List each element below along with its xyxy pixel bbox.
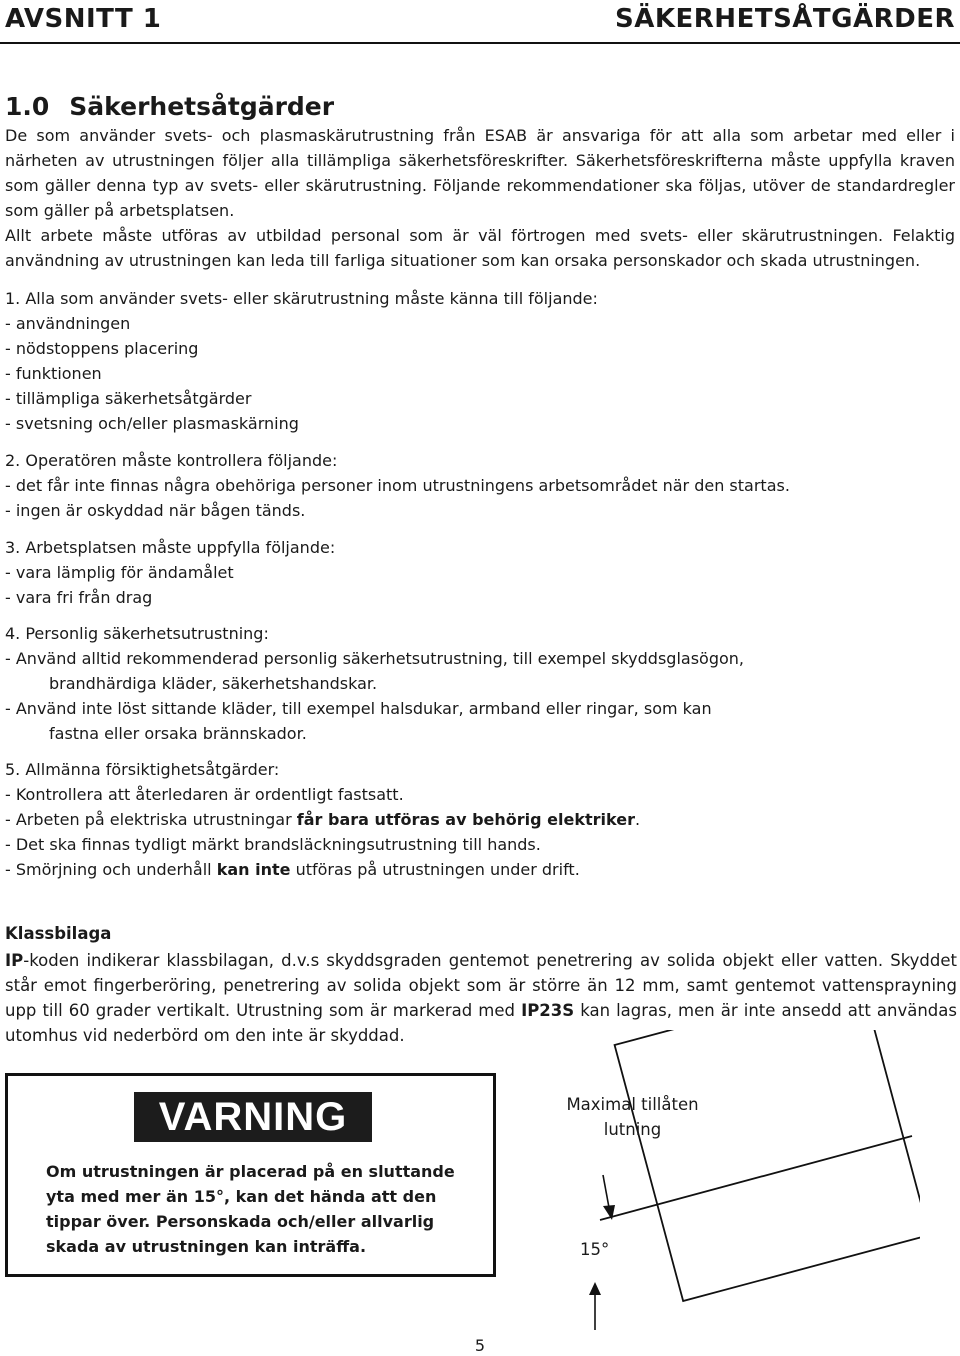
intro-paragraph-2: Allt arbete måste utföras av utbildad personal som är väl förtrogen med svets- eller skärutrustningen. Felaktig användning av utrustningen kan leda till farliga situationer som kan orsaka personskador och skada utrustningen.: [5, 226, 955, 270]
section-1-title: 1. Alla som använder svets- eller skärutrustning måste känna till följande:: [5, 289, 598, 308]
list-item: - funktionen: [5, 364, 102, 383]
section-1: [5, 286, 598, 436]
chapter-heading: [5, 92, 334, 121]
ip23s-code: IP23S: [521, 1001, 575, 1020]
tilt-angle-label: 15°: [580, 1240, 610, 1259]
list-item: - vara lämplig för ändamålet: [5, 563, 234, 582]
section-3-title: 3. Arbetsplatsen måste uppfylla följande:: [5, 538, 336, 557]
tilt-caption: Maximal tillåten lutning: [566, 1095, 699, 1139]
section-2-title: 2. Operatören måste kontrollera följande:: [5, 451, 338, 470]
list-item: - Det ska finnas tydligt märkt brandsläckningsutrustning till hands.: [5, 835, 541, 854]
section-3: [5, 535, 335, 610]
list-item: - nödstoppens placering: [5, 339, 199, 358]
section-2: [5, 448, 790, 523]
tilt-diagram: [540, 1030, 920, 1330]
klassbilaga-title: Klassbilaga: [5, 924, 112, 943]
arrow-head-lower: [589, 1282, 601, 1295]
chapter-number: 1.0: [5, 92, 50, 121]
list-item: - Använd alltid rekommenderad personlig säkerhetsutrustning, till exempel skyddsglasögon,: [5, 649, 744, 668]
list-item: - ingen är oskyddad när bågen tänds.: [5, 501, 306, 520]
list-item-text: - Arbeten på elektriska utrustningar: [5, 810, 297, 829]
list-item: - Kontrollera att återledaren är ordentligt fastsatt.: [5, 785, 404, 804]
list-item: - vara fri från drag: [5, 588, 153, 607]
section-5-title: 5. Allmänna försiktighetsåtgärder:: [5, 760, 280, 779]
page-number: 5: [474, 1336, 486, 1355]
intro-paragraph-1: De som använder svets- och plasmaskärutrustning från ESAB är ansvariga för att alla som arbetar med eller i närheten av utrustningen följer alla tillämpliga säkerhetsföreskrifter. Säkerhetsföreskrifterna måste uppfylla kraven som gäller denna typ av svets- eller skärutrustning. Följande rekommendationer ska följas, utöver de standardregler som gäller på arbetsplatsen.: [5, 126, 955, 220]
chapter-title: Säkerhetsåtgärder: [69, 92, 335, 121]
list-item: - Använd inte löst sittande kläder, till exempel halsdukar, armband eller ringar, som kan: [5, 699, 712, 718]
list-item: [5, 857, 640, 882]
list-item-text: utföras på utrustningen under drift.: [290, 860, 580, 879]
warning-box: [5, 1073, 496, 1277]
warning-label: VARNING: [134, 1092, 372, 1142]
ip-code: IP: [5, 951, 24, 970]
tilted-equipment-outline: [615, 1030, 920, 1301]
klassbilaga-text-1: -koden indikerar klassbilagan, d.v.s skyddsgraden gentemot penetrering av solida objekt eller vatten. Skyddet står emot fingerberöring, penetrering av solida objekt som är större än 12 mm, samt gentemot vattensprayning upp till 60 grader vertikalt. Utrustning som är markerad med: [5, 951, 957, 1020]
list-item: - svetsning och/eller plasmaskärning: [5, 414, 299, 433]
list-item-emphasis: får bara utföras av behörig elektriker: [296, 810, 635, 829]
list-item-continued: brandhärdiga kläder, säkerhetshandskar.: [49, 674, 378, 693]
list-item: - användningen: [5, 314, 131, 333]
ground-line: [600, 1136, 912, 1220]
list-item-text: .: [634, 810, 641, 829]
list-item-emphasis: kan inte: [216, 860, 291, 879]
section-label: AVSNITT 1: [5, 4, 162, 34]
section-4-title: 4. Personlig säkerhetsutrustning:: [5, 624, 269, 643]
list-item-continued: fastna eller orsaka brännskador.: [49, 724, 307, 743]
list-item: - tillämpliga säkerhetsåtgärder: [5, 389, 252, 408]
list-item: [5, 807, 640, 832]
section-title: SÄKERHETSÅTGÄRDER: [615, 4, 955, 34]
page-header: [0, 0, 960, 44]
warning-text: Om utrustningen är placerad på en sluttande yta med mer än 15°, kan det hända att den tippar över. Personskada och/eller allvarlig skada av utrustningen kan inträffa.: [46, 1162, 455, 1256]
list-item: - det får inte finnas några obehöriga personer inom utrustningens arbetsområdet när den startas.: [5, 476, 790, 495]
section-5: [5, 757, 640, 882]
list-item-text: - Smörjning och underhåll: [5, 860, 217, 879]
section-4: [5, 621, 744, 746]
klassbilaga-text-2: kan lagras, men är inte ansedd att användas utomhus vid nederbörd om den inte är skyddad.: [5, 1001, 957, 1045]
